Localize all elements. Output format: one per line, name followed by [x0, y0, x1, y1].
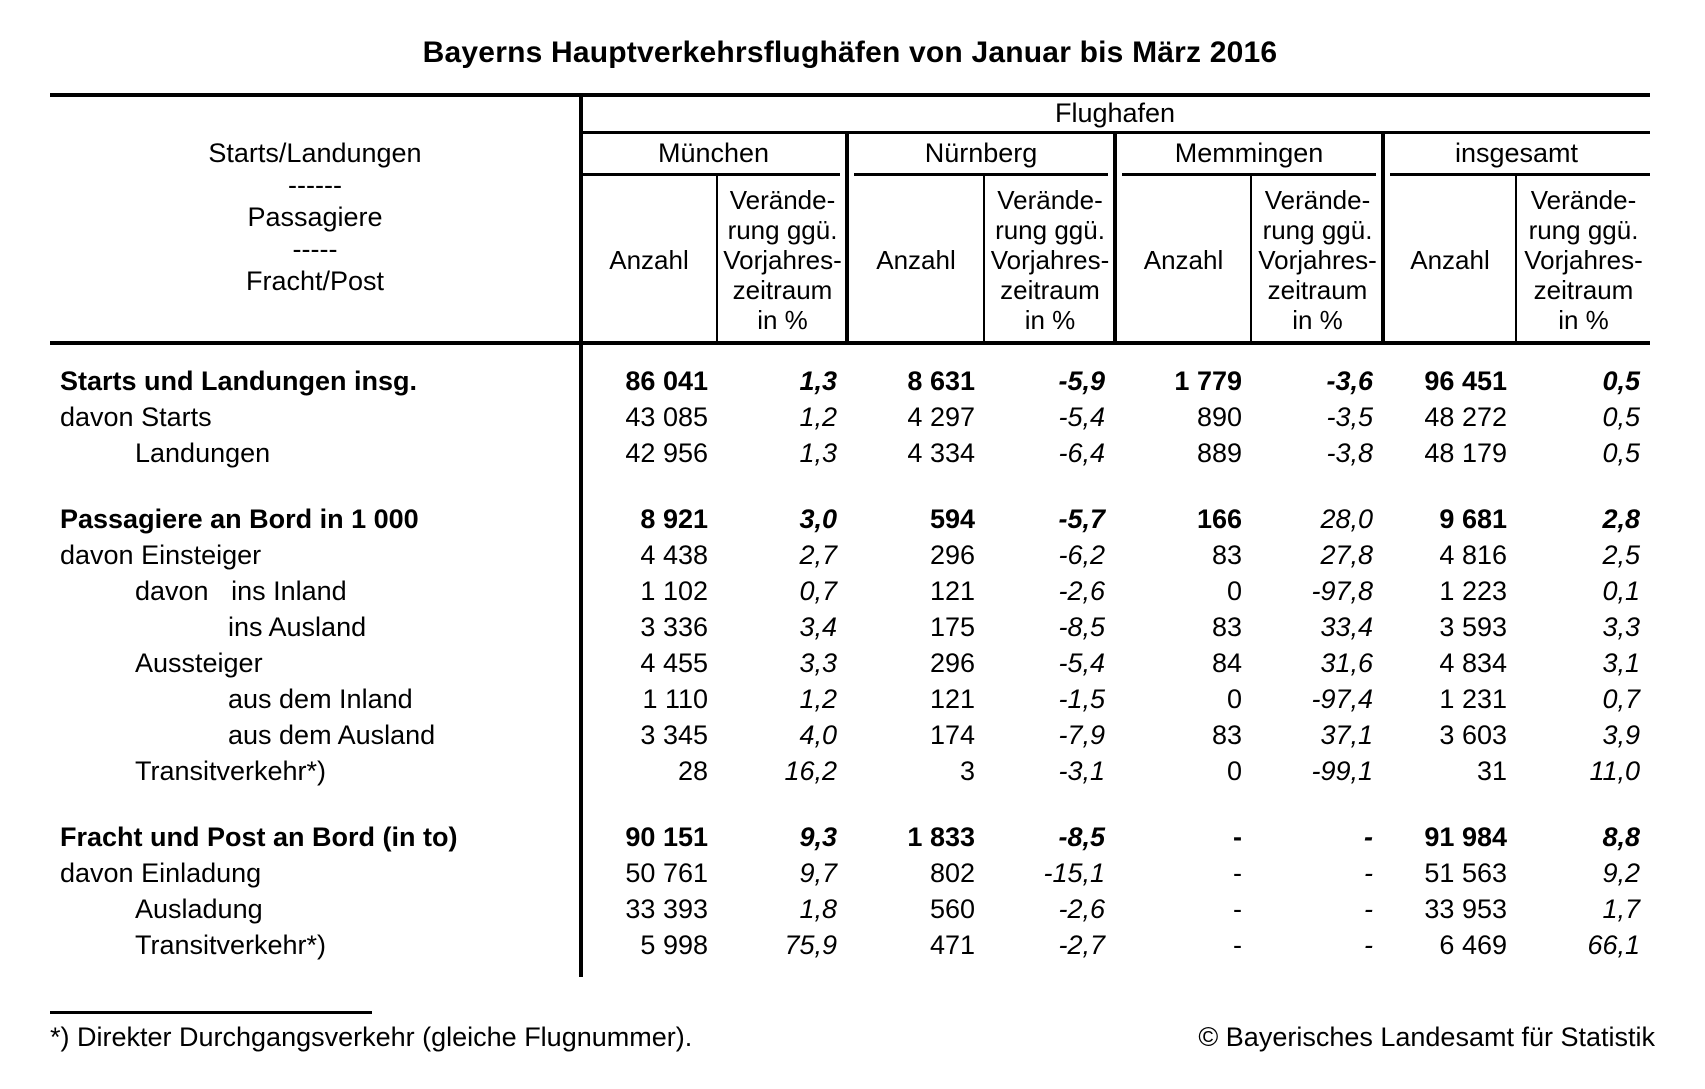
row-label: Starts und Landungen insg. [60, 366, 417, 396]
table-cell: 48 179 [1424, 438, 1507, 468]
table-cell: -3,1 [1058, 756, 1105, 786]
footnote-text: *) Direkter Durchgangsverkehr (gleiche Flugnummer). [50, 1022, 693, 1052]
table-cell: 8 921 [640, 504, 708, 534]
table-cell: -97,8 [1311, 576, 1373, 606]
table-cell: -3,6 [1326, 366, 1373, 396]
table-cell: 1 833 [907, 822, 975, 852]
table-cell: 9,2 [1602, 858, 1640, 888]
footnote-rule [50, 1011, 372, 1014]
table-cell: 4 297 [907, 402, 975, 432]
table-cell: -2,6 [1058, 894, 1105, 924]
table-cell: 802 [929, 858, 975, 888]
table-cell: 9 681 [1439, 504, 1507, 534]
table-cell: 1,3 [799, 366, 837, 396]
row-header-line: Fracht/Post [245, 266, 385, 296]
table-row [50, 927, 1650, 963]
table-cell: 2,7 [799, 540, 837, 570]
row-header-line: ----- [292, 234, 338, 264]
veraenderung-header-line: Vorjahres- [1524, 245, 1643, 275]
table-cell: - [1233, 930, 1242, 960]
table-cell: - [1364, 930, 1373, 960]
table-cell: 31,6 [1320, 648, 1373, 678]
table-cell: 0 [1226, 576, 1242, 606]
table-row [50, 435, 1650, 471]
table-cell: 28 [677, 756, 708, 786]
veraenderung-header-line: rung ggü. [1528, 215, 1639, 245]
table-cell: 3 345 [640, 720, 708, 750]
table-cell: 121 [929, 576, 975, 606]
table-cell: 4 455 [640, 648, 708, 678]
table-cell: -8,5 [1058, 822, 1105, 852]
table-cell: -97,4 [1311, 684, 1373, 714]
table-cell: 4 816 [1439, 540, 1507, 570]
table-cell: 1 223 [1439, 576, 1507, 606]
table-cell: 90 151 [625, 822, 708, 852]
table-cell: 42 956 [625, 438, 708, 468]
table-cell: 174 [929, 720, 975, 750]
veraenderung-header-line: Verände- [1530, 185, 1637, 215]
table-cell: - [1233, 822, 1242, 852]
table-cell: 3,0 [799, 504, 837, 534]
table-cell: -99,1 [1311, 756, 1373, 786]
table-cell: 1,2 [799, 402, 837, 432]
row-label: Aussteiger [135, 648, 263, 678]
table-cell: -5,7 [1058, 504, 1105, 534]
table-cell: 2,8 [1602, 504, 1640, 534]
row-label: davon ins Inland [135, 576, 347, 606]
table-cell: 4 834 [1439, 648, 1507, 678]
page-title: Bayerns Hauptverkehrsflughäfen von Januar bis März 2016 [422, 36, 1278, 69]
table-cell: 166 [1196, 504, 1242, 534]
table-cell: -5,4 [1058, 648, 1105, 678]
airport-header-insgesamt: insgesamt [1454, 138, 1579, 168]
table-cell: 3 336 [640, 612, 708, 642]
table-cell: - [1364, 858, 1373, 888]
row-label: Fracht und Post an Bord (in to) [60, 822, 458, 852]
table-row [50, 645, 1650, 681]
table-cell: 175 [929, 612, 975, 642]
table-cell: 27,8 [1320, 540, 1373, 570]
table-cell: 51 563 [1424, 858, 1507, 888]
row-label: davon Einladung [60, 858, 262, 888]
veraenderung-header-line: rung ggü. [995, 215, 1105, 245]
table-cell: 83 [1211, 612, 1242, 642]
table-cell: 471 [929, 930, 975, 960]
table-row [50, 855, 1650, 891]
table-cell: 50 761 [625, 858, 708, 888]
table-cell: 889 [1196, 438, 1242, 468]
table-cell: 1 779 [1174, 366, 1242, 396]
row-label: davon Starts [60, 402, 212, 432]
veraenderung-header-nuernberg [985, 185, 1115, 335]
table-cell: 1 102 [640, 576, 708, 606]
table-cell: -1,5 [1058, 684, 1105, 714]
table-cell: 1,3 [799, 438, 837, 468]
table-cell: 1,2 [799, 684, 837, 714]
veraenderung-header-line: in % [757, 305, 808, 335]
veraenderung-header-line: Vorjahres- [990, 245, 1110, 275]
table-cell: 3 [959, 756, 975, 786]
table-cell: - [1233, 894, 1242, 924]
table-cell: -7,9 [1058, 720, 1105, 750]
table-cell: 33 393 [625, 894, 708, 924]
table-row [50, 891, 1650, 927]
table-cell: 0,7 [799, 576, 837, 606]
table-cell: 3 603 [1439, 720, 1507, 750]
veraenderung-header-line: Verände- [729, 185, 836, 215]
airport-header-muenchen: München [657, 138, 770, 168]
table-cell: -3,5 [1326, 402, 1373, 432]
row-label: aus dem Inland [228, 684, 413, 714]
table-cell: 0,7 [1602, 684, 1640, 714]
table-cell: 4 334 [907, 438, 975, 468]
table-cell: 9,7 [799, 858, 837, 888]
anzahl-header-memmingen: Anzahl [1143, 245, 1224, 275]
row-label: ins Ausland [228, 612, 367, 642]
table-cell: - [1233, 858, 1242, 888]
anzahl-header-muenchen: Anzahl [609, 245, 689, 275]
table-row [50, 537, 1650, 573]
veraenderung-header-memmingen [1252, 185, 1383, 335]
table-cell: 890 [1196, 402, 1242, 432]
table-cell: 0 [1226, 684, 1242, 714]
veraenderung-header-line: Verände- [1264, 185, 1371, 215]
table-cell: -15,1 [1043, 858, 1105, 888]
table-row [50, 609, 1650, 645]
veraenderung-header-muenchen [718, 185, 847, 335]
airport-header-nuernberg: Nürnberg [924, 138, 1038, 168]
table-cell: 0,1 [1602, 576, 1640, 606]
table-row [50, 363, 1650, 399]
veraenderung-header-line: Verände- [997, 185, 1103, 215]
table-cell: 91 984 [1424, 822, 1507, 852]
row-header-line: ------ [288, 170, 342, 200]
table-body [50, 345, 1650, 963]
table-cell: -5,4 [1058, 402, 1105, 432]
table-cell: - [1364, 822, 1373, 852]
table-cell: -2,7 [1058, 930, 1105, 960]
table-cell: -8,5 [1058, 612, 1105, 642]
veraenderung-header-line: zeitraum [1533, 275, 1634, 305]
table-cell: 33 953 [1424, 894, 1507, 924]
flughafen-header: Flughafen [1054, 98, 1176, 128]
row-label: Transitverkehr*) [135, 756, 327, 786]
table-cell: 48 272 [1424, 402, 1507, 432]
table-cell: 8,8 [1602, 822, 1640, 852]
table-cell: 9,3 [799, 822, 837, 852]
table-cell: 83 [1211, 720, 1242, 750]
copyright-text: © Bayerisches Landesamt für Statistik [1198, 1022, 1655, 1052]
table-row [50, 501, 1650, 537]
table-cell: 83 [1211, 540, 1242, 570]
table-cell: 96 451 [1424, 366, 1507, 396]
table-cell: 0,5 [1602, 402, 1640, 432]
table-cell: 1,7 [1602, 894, 1640, 924]
table-cell: -2,6 [1058, 576, 1105, 606]
table-cell: 0 [1226, 756, 1242, 786]
table-cell: 28,0 [1320, 504, 1373, 534]
table-cell: 37,1 [1320, 720, 1373, 750]
table-cell: 66,1 [1587, 930, 1640, 960]
veraenderung-header-line: zeitraum [732, 275, 833, 305]
row-header-line: Passagiere [247, 202, 383, 232]
table-cell: -6,4 [1058, 438, 1105, 468]
veraenderung-header-line: zeitraum [1267, 275, 1368, 305]
veraenderung-header-line: in % [1292, 305, 1343, 335]
anzahl-header-insgesamt: Anzahl [1410, 245, 1490, 275]
table-cell: 16,2 [784, 756, 837, 786]
table-cell: 0,5 [1602, 366, 1640, 396]
table-cell: 4 438 [640, 540, 708, 570]
row-header-block [50, 137, 580, 297]
table-cell: 296 [929, 648, 975, 678]
table-cell: 5 998 [640, 930, 708, 960]
airport-header-memmingen: Memmingen [1174, 138, 1324, 168]
table-row [50, 399, 1650, 435]
table-cell: - [1364, 894, 1373, 924]
row-group-gap [50, 789, 1650, 819]
table-cell: 75,9 [784, 930, 837, 960]
table-cell: 3,3 [799, 648, 837, 678]
table-cell: 11,0 [1589, 756, 1640, 786]
row-label: davon Einsteiger [60, 540, 262, 570]
table-row [50, 753, 1650, 789]
table-cell: 2,5 [1602, 540, 1640, 570]
table-cell: 86 041 [625, 366, 708, 396]
veraenderung-header-line: in % [1558, 305, 1609, 335]
table-cell: 0,5 [1602, 438, 1640, 468]
table-cell: 1,8 [799, 894, 837, 924]
anzahl-header-nuernberg: Anzahl [876, 245, 956, 275]
veraenderung-header-line: Vorjahres- [1258, 245, 1377, 275]
table-cell: 121 [929, 684, 975, 714]
table-cell: 594 [929, 504, 975, 534]
table-cell: 4,0 [799, 720, 837, 750]
row-label: Passagiere an Bord in 1 000 [60, 504, 419, 534]
table-cell: 560 [929, 894, 975, 924]
airport-name-rule-insgesamt [1390, 173, 1650, 176]
airports-table [50, 93, 1650, 993]
table-cell: -6,2 [1058, 540, 1105, 570]
table-cell: -5,9 [1058, 366, 1105, 396]
row-label: Ausladung [135, 894, 263, 924]
airport-name-rule-nuernberg [854, 173, 1108, 176]
table-cell: 3,4 [799, 612, 837, 642]
row-label: Transitverkehr*) [135, 930, 327, 960]
airport-name-rule-memmingen [1122, 173, 1376, 176]
row-group-gap [50, 471, 1650, 501]
row-label: aus dem Ausland [228, 720, 436, 750]
veraenderung-header-line: rung ggü. [727, 215, 838, 245]
table-cell: 296 [929, 540, 975, 570]
table-cell: 84 [1211, 648, 1242, 678]
table-cell: 3,1 [1602, 648, 1640, 678]
table-cell: 3 593 [1439, 612, 1507, 642]
table-row [50, 717, 1650, 753]
veraenderung-header-line: rung ggü. [1262, 215, 1373, 245]
table-cell: 6 469 [1439, 930, 1507, 960]
table-cell: 3,3 [1602, 612, 1640, 642]
veraenderung-header-line: in % [1024, 305, 1076, 335]
table-cell: 1 231 [1439, 684, 1507, 714]
table-cell: 1 110 [642, 684, 708, 714]
table-cell: 8 631 [907, 366, 975, 396]
table-row [50, 819, 1650, 855]
table-cell: 43 085 [625, 402, 708, 432]
veraenderung-header-line: Vorjahres- [723, 245, 842, 275]
airport-name-rule-muenchen [580, 173, 840, 176]
table-cell: 31 [1476, 756, 1507, 786]
row-header-line: Starts/Landungen [208, 138, 422, 168]
table-cell: 3,9 [1602, 720, 1640, 750]
table-row [50, 681, 1650, 717]
veraenderung-header-line: zeitraum [1000, 275, 1100, 305]
table-cell: 33,4 [1320, 612, 1373, 642]
table-cell: -3,8 [1326, 438, 1373, 468]
table-row [50, 573, 1650, 609]
veraenderung-header-insgesamt [1517, 185, 1650, 335]
row-label: Landungen [135, 438, 271, 468]
